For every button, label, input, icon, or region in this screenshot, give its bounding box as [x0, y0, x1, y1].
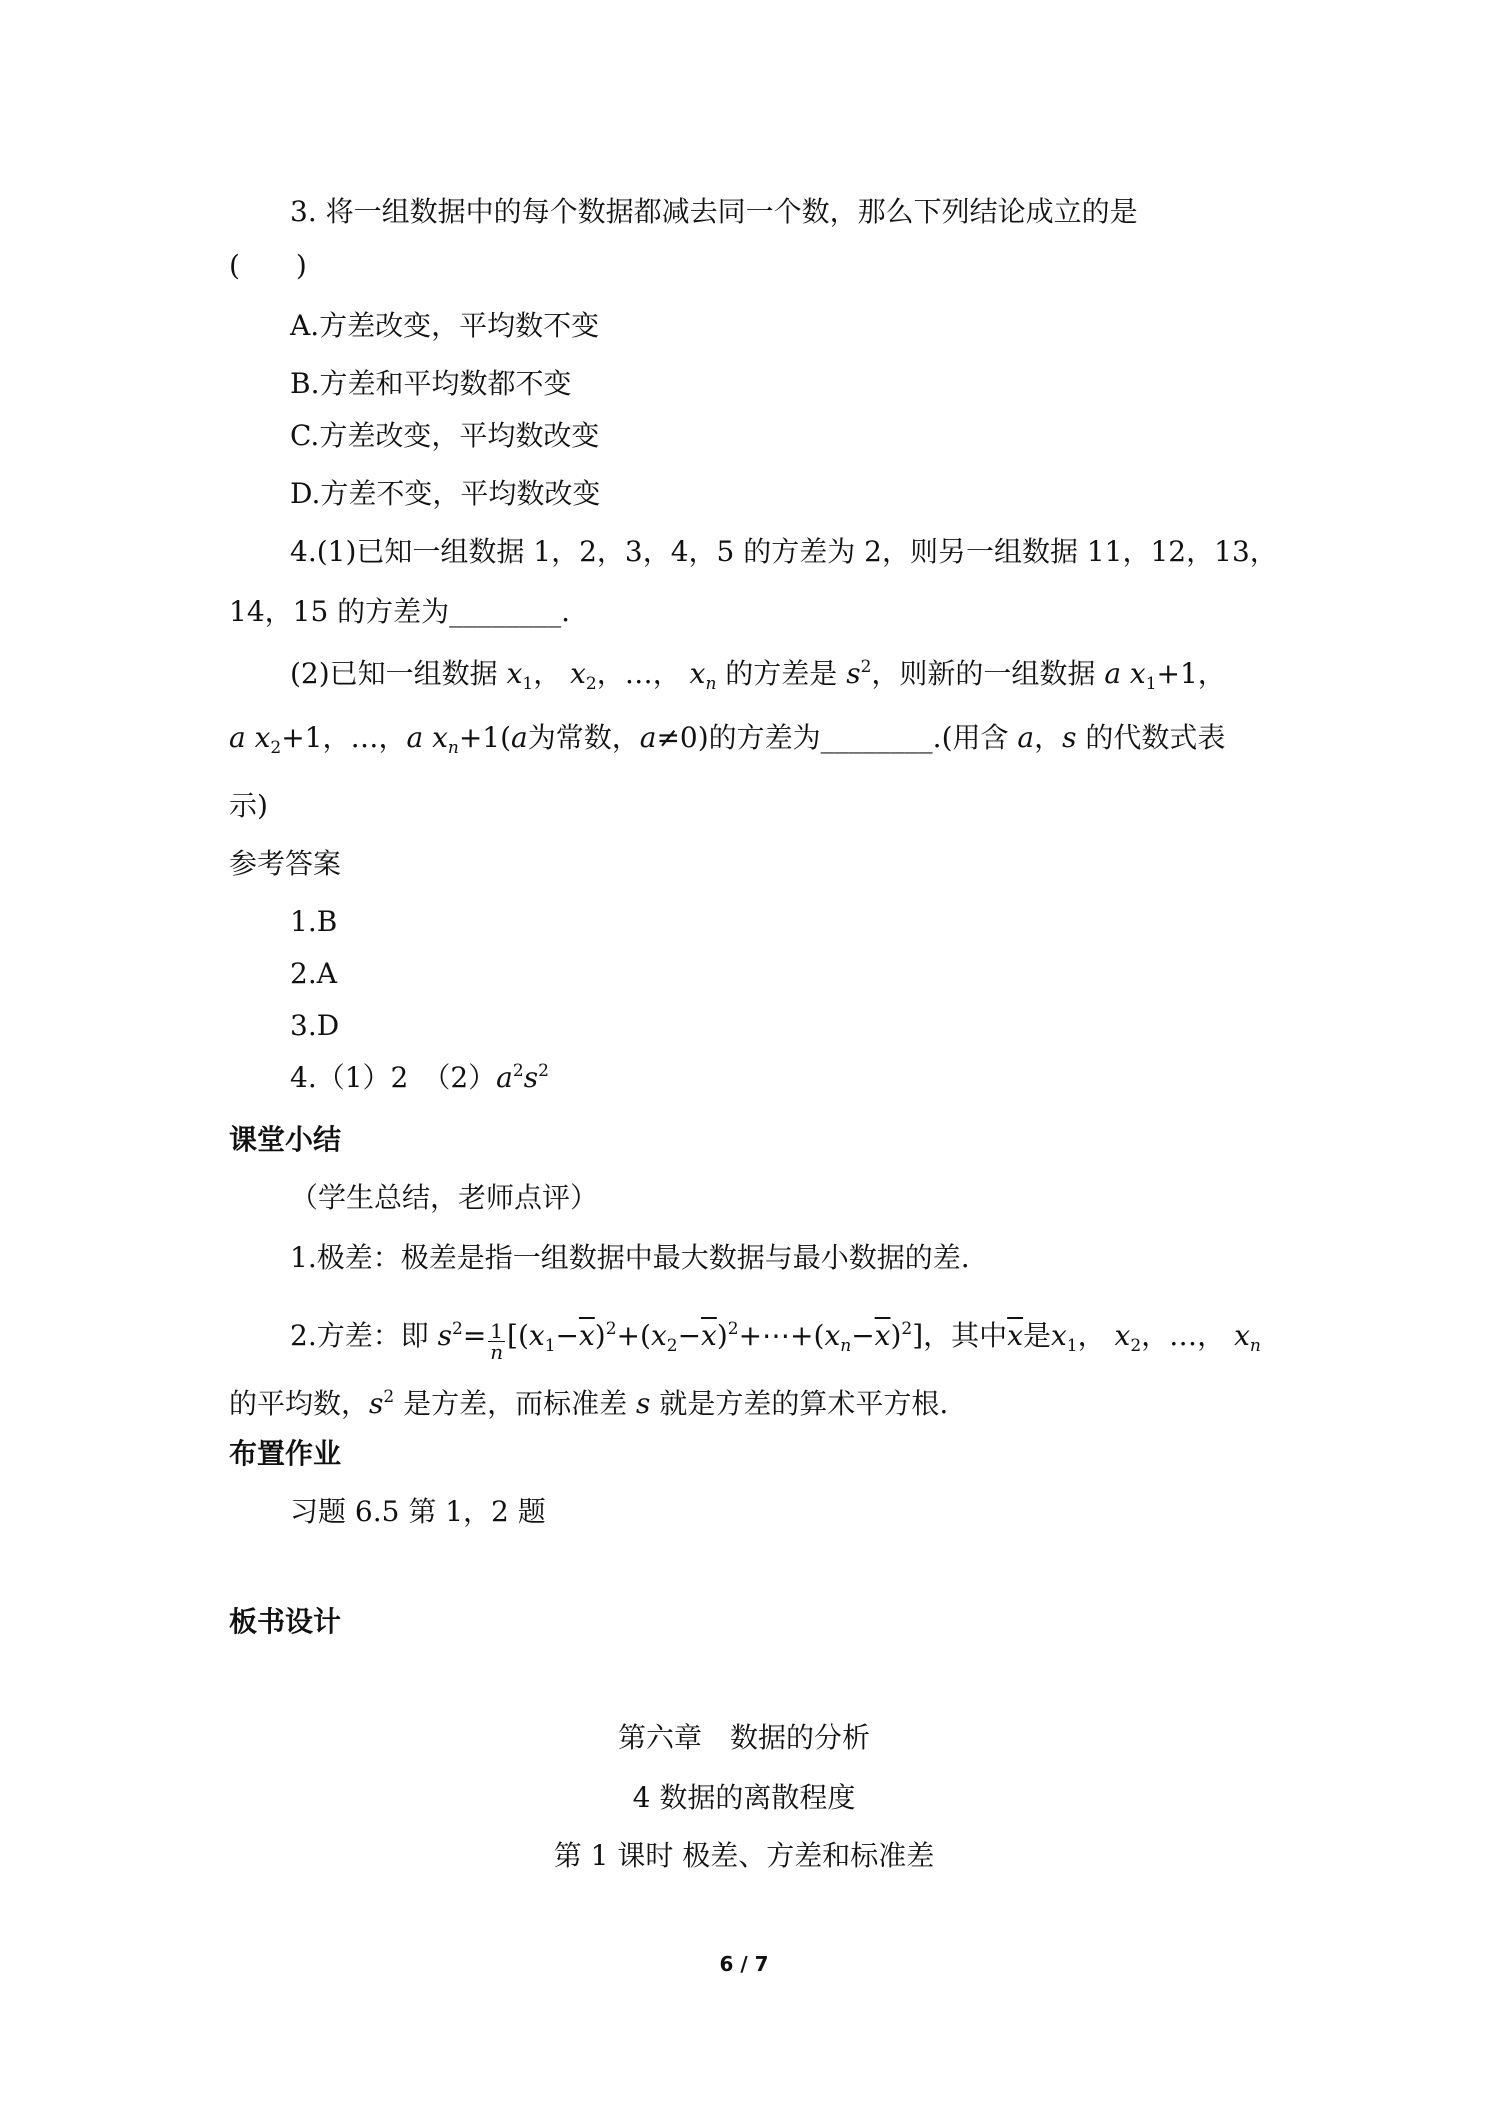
summary-range: 1.极差：极差是指一组数据中最大数据与最小数据的差.	[290, 1241, 970, 1274]
answers-title: 参考答案	[229, 847, 342, 880]
board-title: 板书设计	[229, 1605, 342, 1638]
homework-title: 布置作业	[229, 1437, 342, 1470]
summary-note: （学生总结，老师点评）	[290, 1181, 599, 1214]
q3-answer-bracket: ( )	[229, 249, 307, 282]
summary-variance-formula: 2.方差：即 $s^2=$ $\frac{1}{n}$ $[(x_1-\overline{x})^2+(x_2-\overline{x})^2+\cdots+(x_n-\overline{x})^2]$，其中$\overline{x}$是$x_1$， $x_2$，…， $x_n$	[290, 1319, 1261, 1364]
q3-option-c: C.方差改变，平均数改变	[290, 419, 600, 452]
board-lesson: 第 1 课时 极差、方差和标准差	[553, 1839, 935, 1872]
page-number: 6 / 7	[719, 1952, 769, 1976]
q3-stem: 3. 将一组数据中的每个数据都减去同一个数，那么下列结论成立的是	[290, 195, 1138, 228]
q4-part2-line1: (2)已知一组数据 $x_1$， $x_2$，…， $x_n$ 的方差是 $s^2$，则新的一组数据 a $x_1+1$，	[290, 657, 1226, 694]
q4-part2-line3: 示)	[229, 789, 268, 822]
answer-2: 2.A	[290, 957, 337, 990]
q4-part1-line1: 4.(1)已知一组数据 1，2，3，4，5 的方差为 2，则另一组数据 11，12，13，	[290, 535, 1278, 568]
q3-option-b: B.方差和平均数都不变	[290, 367, 572, 400]
answer-3: 3.D	[290, 1009, 340, 1042]
board-chapter: 第六章 数据的分析	[617, 1721, 870, 1754]
summary-variance-line2: 的平均数，$s^2$ 是方差，而标准差 s 就是方差的算术平方根.	[229, 1387, 949, 1420]
q4-part1-line2: 14，15 的方差为________.	[229, 595, 571, 628]
answer-1: 1.B	[290, 905, 338, 938]
q3-option-d: D.方差不变，平均数改变	[290, 477, 601, 510]
q4-part2-line2: a $x_2+1$，…，a $x_n+1(a$为常数，a≠0)的方差为________.(用含 a，s 的代数式表	[229, 721, 1226, 758]
homework-text: 习题 6.5 第 1，2 题	[290, 1495, 546, 1528]
q3-option-a: A.方差改变，平均数不变	[290, 309, 600, 342]
board-section: 4 数据的离散程度	[632, 1781, 856, 1814]
answer-4: 4.（1）2 $(2)a^2s^2$	[290, 1061, 549, 1094]
summary-title: 课堂小结	[229, 1123, 342, 1156]
